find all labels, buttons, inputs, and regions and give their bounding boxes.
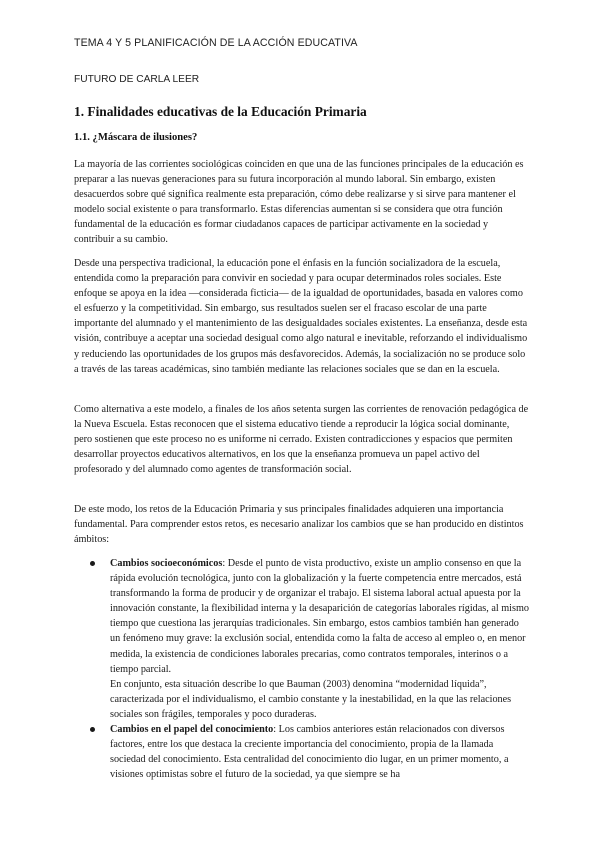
document-subheader: FUTURO DE CARLA LEER: [74, 74, 200, 85]
document-header-title: TEMA 4 Y 5 PLANIFICACIÓN DE LA ACCIÓN EDUCATIVA: [74, 37, 358, 49]
bullet-icon: [90, 561, 95, 566]
list-item-continuation: En conjunto, esta situación describe lo que Bauman (2003) denomina “modernidad líquida”, caracterizada por el individualismo, el cambio constante y la inestabilidad, en la que las relaciones sociales son frágiles, temporales y poco duraderas.: [110, 678, 512, 720]
section-subheading: 1.1. ¿Máscara de ilusiones?: [74, 132, 198, 143]
list-item-body: [110, 722, 529, 782]
list-item-body: [110, 556, 529, 677]
list-item-knowledge: [74, 722, 529, 782]
section-heading: 1. Finalidades educativas de la Educación Primaria: [74, 104, 367, 119]
bullet-icon: [90, 727, 95, 732]
paragraph-3: Como alternativa a este modelo, a finales de los años setenta surgen las corrientes de renovación pedagógica de la Nueva Escuela. Estas reconocen que el sistema educativo tiende a reproducir la lógica social dominante, pero sostienen que este proceso no es uniforme ni cerrado. Existen contradicciones y espacios que permiten desarrollar proyectos educativos alternativos, en los que la enseñanza promueva un papel activo del profesorado y del alumnado como agentes de transformación social.: [74, 404, 529, 476]
paragraph-2: Desde una perspectiva tradicional, la educación pone el énfasis en la función socializadora de la escuela, entendida como la preparación para convivir en sociedad y para ocupar determinados roles sociales. Este enfoque se apoya en la idea —considerada ficticia— de la igualdad de oportunidades, basada en valores como el esfuerzo y la competitividad. Sin embargo, sus resultados suelen ser el fracaso escolar de una parte importante del alumnado y el mantenimiento de las desigualdades sociales existentes. La enseñanza, desde esta visión, contribuye a aceptar una sociedad desigual como algo natural e inevitable, reforzando el individualismo y reduciendo las oportunidades de los grupos más desfavorecidos. Además, la socialización no se produce solo a través de las tareas académicas, sino también mediante las relaciones sociales que se dan en la escuela.: [74, 258, 528, 375]
list-item-term: Cambios socioeconómicos: [110, 558, 223, 569]
list-item-term: Cambios en el papel del conocimiento: [110, 724, 274, 736]
changes-list: [74, 556, 529, 782]
list-item-text: : Los cambios anteriores están relacionados con diversos factores, entre los que destaca la creciente importancia del conocimiento, propia de la llamada sociedad del conocimiento. Esta centralidad del conocimiento dio lugar, en un primer momento, a visiones optimistas sobre el futuro de la sociedad, ya que siempre se ha: [110, 724, 509, 781]
paragraph-4: De este modo, los retos de la Educación Primaria y sus principales finalidades adquieren una importancia fundamental. Para comprender estos retos, es necesario analizar los cambios que se han producido en distintos ámbitos:: [74, 504, 524, 546]
paragraph-1: La mayoría de las corrientes sociológicas coinciden en que una de las funciones principales de la educación es preparar a las nuevas generaciones para su futura incorporación al mundo laboral. Sin embargo, existen desacuerdos sobre qué significa realmente esta preparación, cómo debe realizarse y si sirve para mantener el modelo social existente o para transformarlo. Estas diferencias aumentan si se considera que otra función fundamental de la educación es formar ciudadanos capaces de participar activamente en la sociedad y contribuir a su cambio.: [74, 159, 524, 246]
list-item-text: : Desde el punto de vista productivo, existe un amplio consenso en que la rápida evolución tecnológica, junto con la globalización y la fuerte competencia entre mercados, está transformando la forma de producir y de organizar el trabajo. El sistema laboral actual apuesta por la innovación constante, la flexibilidad interna y la desaparición de categorías laborales rígidas, al mismo tiempo que cuestiona las jerarquías tradicionales. Sin embargo, estos cambios también han generado un fenómeno muy grave: la exclusión social, entendida como la falta de acceso al empleo o, en menor medida, la existencia de condiciones laborales precarias, como contratos temporales, interinos o a tiempo parcial.: [110, 558, 529, 675]
list-item-socioeconomic: [74, 556, 529, 722]
